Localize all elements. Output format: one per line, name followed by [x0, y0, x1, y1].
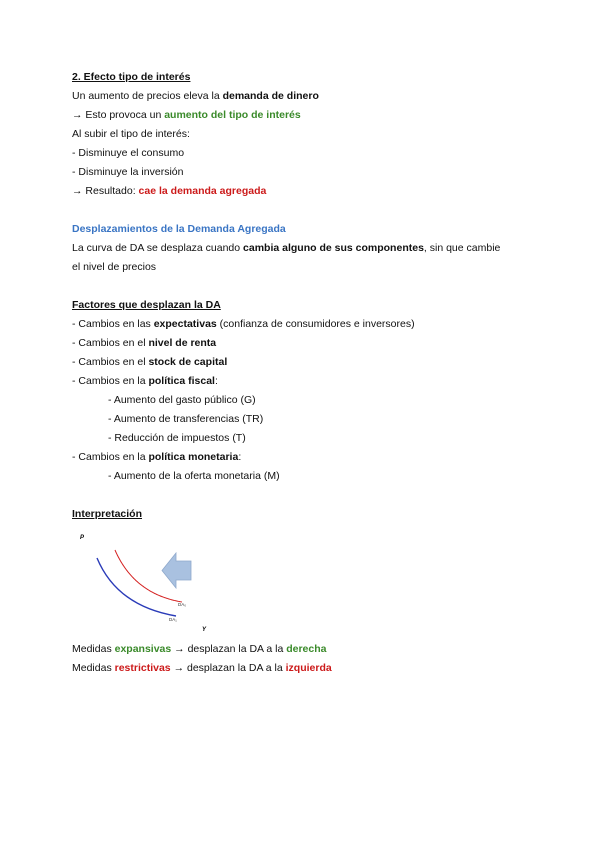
text: → Resultado:: [72, 185, 139, 197]
left-arrow-icon: [162, 553, 191, 588]
text: - Cambios en la: [72, 451, 149, 463]
text-line: - Disminuye la inversión: [72, 166, 184, 178]
section-title-factores: Factores que desplazan la DA: [72, 299, 221, 311]
bold-text: expectativas: [153, 318, 217, 330]
text-line: [72, 106, 542, 125]
bold-text: cambia alguno de sus componentes: [243, 242, 424, 254]
document-page: [72, 68, 542, 678]
bold-text: política monetaria: [148, 451, 239, 463]
curve-da0-label: DA₀: [178, 602, 187, 607]
text-line: [72, 182, 542, 201]
spacer: [72, 277, 542, 296]
text: → desplazan la DA a la: [170, 662, 286, 674]
spacer: [72, 486, 542, 505]
text-line: Al subir el tipo de interés:: [72, 128, 190, 140]
text: La curva de DA se desplaza cuando: [72, 242, 244, 254]
sub-list-item: - Reducción de impuestos (T): [108, 432, 246, 444]
list-item: [72, 372, 542, 391]
curve-da1: [97, 558, 176, 616]
list-item: [72, 353, 542, 372]
section-title-efecto-interes: 2. Efecto tipo de interés: [72, 71, 191, 83]
text-line: - Disminuye el consumo: [72, 147, 185, 159]
list-item: [72, 448, 542, 467]
sub-list-item: - Aumento del gasto público (G): [108, 394, 256, 406]
highlight-red: restrictivas: [114, 662, 171, 674]
y-axis-label: P: [80, 535, 85, 541]
section-title-interpretacion: Interpretación: [72, 508, 143, 520]
section-title-desplazamientos: Desplazamientos de la Demanda Agregada: [72, 223, 286, 235]
text: , sin que cambie: [423, 242, 501, 254]
text: - Cambios en la: [72, 375, 149, 387]
text: Medidas: [72, 643, 115, 655]
highlight-green: expansivas: [114, 643, 172, 655]
demand-shift-diagram: [72, 528, 232, 636]
text: - Cambios en el: [72, 356, 149, 368]
text: - Cambios en el: [72, 337, 149, 349]
text: → desplazan la DA a la: [171, 643, 287, 655]
x-axis-label: Y: [202, 627, 207, 633]
list-item: [72, 334, 542, 353]
spacer: [72, 201, 542, 220]
text-line: [72, 87, 542, 106]
highlight-green: aumento del tipo de interés: [164, 109, 301, 121]
text: :: [214, 375, 218, 387]
bold-text: stock de capital: [148, 356, 228, 368]
highlight-red: izquierda: [285, 662, 332, 674]
text: Medidas: [72, 662, 115, 674]
text-line: [72, 239, 542, 258]
text-line: el nivel de precios: [72, 261, 157, 273]
list-item: [72, 315, 542, 334]
sub-list-item: - Aumento de la oferta monetaria (M): [108, 470, 280, 482]
curve-da1-label: DA₁: [169, 617, 177, 622]
sub-list-item: - Aumento de transferencias (TR): [108, 413, 264, 425]
bold-text: demanda de dinero: [222, 90, 319, 102]
bold-text: nivel de renta: [148, 337, 217, 349]
text: Un aumento de precios eleva la: [72, 90, 223, 102]
text: → Esto provoca un: [72, 109, 165, 121]
text: - Cambios en las: [72, 318, 154, 330]
text-line: [72, 659, 542, 678]
diagram-svg: [72, 528, 232, 636]
highlight-green: derecha: [286, 643, 327, 655]
text: :: [238, 451, 242, 463]
text: (confianza de consumidores e inversores): [216, 318, 415, 330]
bold-text: política fiscal: [148, 375, 215, 387]
highlight-red: cae la demanda agregada: [138, 185, 267, 197]
text-line: [72, 640, 542, 659]
